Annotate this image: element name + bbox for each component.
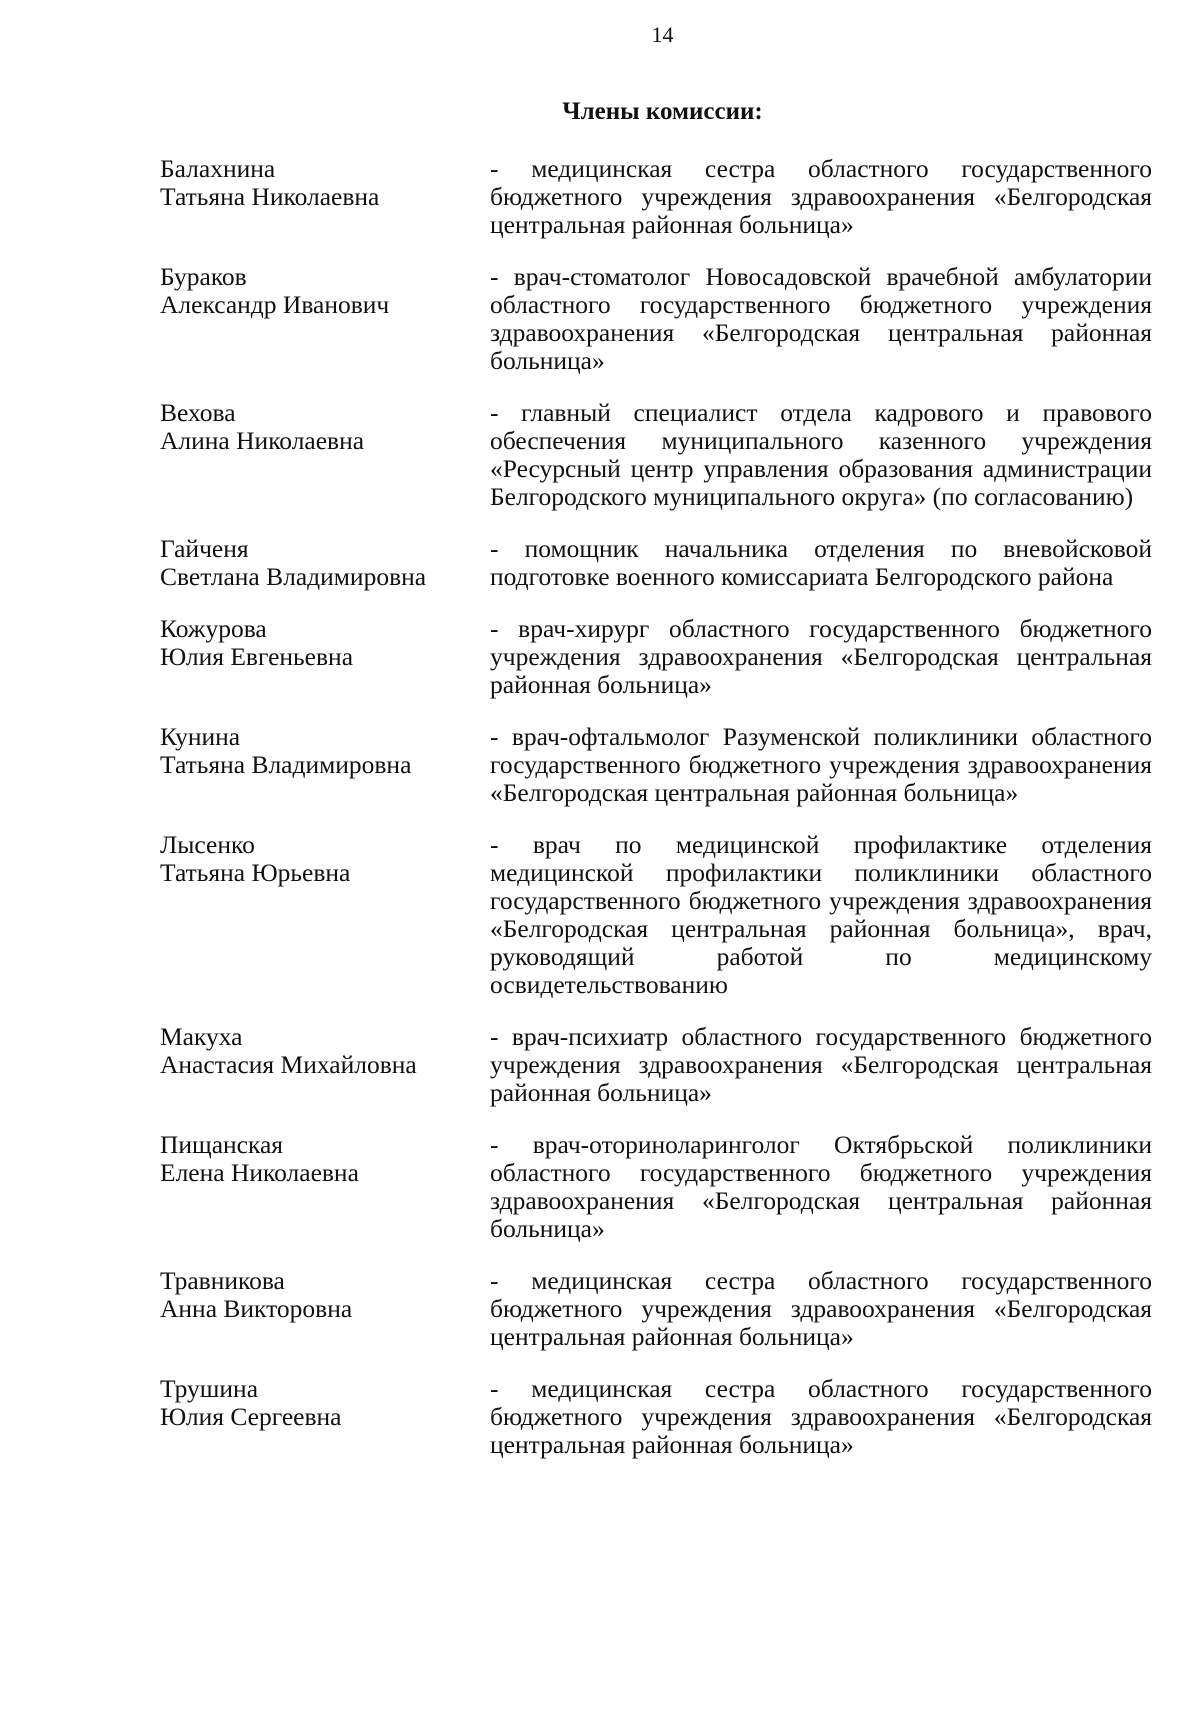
member-first-patronymic: Татьяна Владимировна <box>160 750 412 779</box>
member-role: - врач-стоматолог Новосадовской врачебной амбулатории областного государственного бюджетного учреждения здравоохранения «Белгородская центральная районная больница» <box>490 262 1152 375</box>
member-role: - медицинская сестра областного государственного бюджетного учреждения здравоохранения «Белгородская центральная районная больница» <box>490 154 1152 239</box>
member-first-patronymic: Алина Николаевна <box>160 426 365 455</box>
member-first-patronymic: Татьяна Юрьевна <box>160 858 351 887</box>
member-first-patronymic: Татьяна Николаевна <box>160 182 380 211</box>
member-surname: Вехова <box>160 398 236 427</box>
member-role: - медицинская сестра областного государственного бюджетного учреждения здравоохранения «Белгородская центральная районная больница» <box>490 1374 1152 1459</box>
member-name <box>160 1375 490 1431</box>
member-row <box>160 1375 1152 1459</box>
member-role: - помощник начальника отделения по вневойсковой подготовке военного комиссариата Белгородского района <box>490 534 1152 591</box>
member-first-patronymic: Александр Иванович <box>160 290 390 319</box>
member-first-patronymic: Анастасия Михайловна <box>160 1050 417 1079</box>
commission-members-list <box>160 155 1152 1479</box>
member-role: - медицинская сестра областного государственного бюджетного учреждения здравоохранения «Белгородская центральная районная больница» <box>490 1266 1152 1351</box>
section-title: Члены комиссии: <box>562 98 763 125</box>
member-surname: Бураков <box>160 262 247 291</box>
member-surname: Кожурова <box>160 614 267 643</box>
member-first-patronymic: Елена Николаевна <box>160 1158 359 1187</box>
member-name <box>160 535 490 591</box>
member-row <box>160 155 1152 239</box>
member-surname: Гайченя <box>160 534 249 563</box>
page-number: 14 <box>651 22 674 47</box>
member-name <box>160 1267 490 1323</box>
member-row <box>160 263 1152 375</box>
member-row <box>160 1131 1152 1243</box>
member-first-patronymic: Юлия Евгеньевна <box>160 642 354 671</box>
member-first-patronymic: Светлана Владимировна <box>160 562 427 591</box>
member-first-patronymic: Юлия Сергеевна <box>160 1402 342 1431</box>
member-row <box>160 723 1152 807</box>
member-role: - врач-хирург областного государственного бюджетного учреждения здравоохранения «Белгородская центральная районная больница» <box>490 614 1152 699</box>
member-role: - врач-офтальмолог Разуменской поликлиники областного государственного бюджетного учреждения здравоохранения «Белгородская центральная районная больница» <box>490 722 1152 807</box>
member-surname: Травникова <box>160 1266 285 1295</box>
member-name <box>160 615 490 671</box>
member-surname: Пищанская <box>160 1130 284 1159</box>
member-row <box>160 831 1152 999</box>
member-surname: Трушина <box>160 1374 259 1403</box>
member-name <box>160 723 490 779</box>
member-name <box>160 1131 490 1187</box>
member-surname: Макуха <box>160 1022 243 1051</box>
member-role: - врач-оториноларинголог Октябрьской поликлиники областного государственного бюджетного учреждения здравоохранения «Белгородская центральная районная больница» <box>490 1130 1152 1243</box>
member-surname: Балахнина <box>160 154 276 183</box>
member-first-patronymic: Анна Викторовна <box>160 1294 353 1323</box>
member-role: - врач по медицинской профилактике отделения медицинской профилактики поликлиники областного государственного бюджетного учреждения здравоохранения «Белгородская центральная районная больница», врач, руководящий работой по медицинскому освидетельствованию <box>490 830 1152 999</box>
member-surname: Кунина <box>160 722 241 751</box>
member-row <box>160 399 1152 511</box>
member-name <box>160 155 490 211</box>
member-row <box>160 535 1152 591</box>
member-name <box>160 263 490 319</box>
member-surname: Лысенко <box>160 830 255 859</box>
member-row <box>160 615 1152 699</box>
member-role: - врач-психиатр областного государственного бюджетного учреждения здравоохранения «Белгородская центральная районная больница» <box>490 1022 1152 1107</box>
member-name <box>160 1023 490 1079</box>
member-name <box>160 831 490 887</box>
member-row <box>160 1023 1152 1107</box>
member-row <box>160 1267 1152 1351</box>
member-name <box>160 399 490 455</box>
member-role: - главный специалист отдела кадрового и правового обеспечения муниципального казенного учреждения «Ресурсный центр управления образования администрации Белгородского муниципального округа» (по согласованию) <box>490 398 1152 511</box>
